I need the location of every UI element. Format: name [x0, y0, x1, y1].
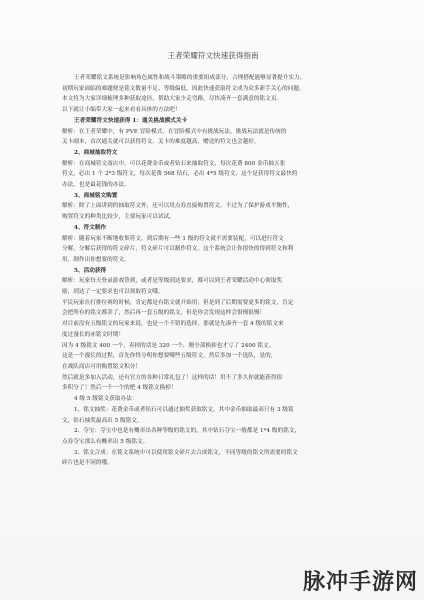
paragraph-line: 解析：随着玩家不断地收集符文，到后期有一些 1 级的符文就不需要装配，可以进行符文: [62, 235, 284, 242]
paragraph-line: 购置符文的种类比较少，主要玩家可以试试。: [62, 214, 175, 221]
paragraph-line: 解析：玩家每天登录游戏签到，或者是等级到达要求，都可以到王者荣耀活动中心领取奖: [62, 278, 283, 285]
paragraph-line: 以下就让小编带大家一起来看看具体的方法吧！: [62, 107, 181, 114]
paragraph-line: 这是一个漫长的过程，首先你得分明你想要哪些五级符文，然后多加一个选队，是的，: [62, 353, 277, 360]
paragraph-line: 在战队商店可用购置铭文积分！: [62, 363, 142, 370]
paragraph-line: 本文将为大家详细梳理多种获取途径，帮助大家少走弯路，尽快凑齐一套满意的铭文页。: [62, 96, 283, 103]
section-heading: 4、符文制作: [74, 224, 107, 231]
section-heading: 2、商城抽取符文: [74, 149, 118, 156]
paragraph-line: 度过漫长的赤铭文时期！: [62, 331, 125, 338]
paragraph-line: 解析：除了上面讲到的抽取符文外，还可以用点券直接购置符文，不过为了保护游戏平衡性，: [62, 203, 294, 210]
paragraph-line: 会把所有的铭文都卖了，然后再一套五级的铭文，但是你会发现这样会很慢很慢！: [62, 310, 266, 317]
document-body: [62, 73, 364, 469]
paragraph-line: 点券夺宝那么有概率出 5 级铭文。: [62, 438, 149, 445]
paragraph-line: 因为 4 级铭文 400 一个，卖掉的话是 320 一个，刚全部换掉也才亏了 2400 铭文。: [62, 342, 275, 349]
document-title: 王者荣耀符文快速获得指南: [167, 51, 259, 60]
paragraph-line: 4 级 5 级铭文获取办法：: [74, 396, 138, 403]
paragraph-line: 励，到达了一定要求也可以领取符文哦。: [62, 289, 164, 296]
section-heading: 王者荣耀符文快速获得 1：通关挑战模式关卡: [74, 117, 188, 124]
section-heading: 5、活动获得: [74, 267, 107, 274]
paragraph-line: 2、夺宝：夺宝中也是有概率出各种等级的铭文的，其中钻石夺宝一般都是 1*4 级的铭文，: [74, 428, 301, 435]
paragraph-line: 1、铭文抽奖：花费金币或者钻石可以通过抽奖获取铭文，其中金币抽取最高只有 3 级铭: [74, 406, 294, 413]
paragraph-line: 用，制作出你想要的符文。: [62, 256, 130, 263]
paragraph-line: 碎片也是不同的哦。: [62, 460, 113, 467]
section-heading: 3、商城铭文购置: [74, 192, 118, 199]
site-watermark: 脉冲手游网: [302, 570, 418, 595]
paragraph-line: 初期玩家面临的难题便是铭文数量不足、等级偏低，因此快速获取符文成为众多新手关心的问题。: [62, 85, 305, 92]
paragraph-line: 符文，必出 1 个 2*3 级符文，每次花费 568 钻石，必出 4*5 级符文，这个是获得符文最快的: [62, 171, 298, 178]
paragraph-line: 文，钻石抽奖最高出 5 级铭文。: [62, 417, 143, 424]
paragraph-line: 办法，也是最花钱的办法。: [62, 182, 130, 189]
paragraph-line: 平民玩家在打排位赛的时候，肯定都是有铭文就开始用，但是到了后期需要更多的铭文，肯定: [62, 299, 294, 306]
paragraph-line: 对目前没有五级铭文的玩家来说，也是一个不错的选择，那就是先凑齐一套 4 级的铭文来: [62, 321, 284, 328]
paragraph-line: 然后就是多加入活动，还有官方的各种日常礼包了！这样的话！用不了多久你就能获得很: [62, 374, 283, 381]
paragraph-line: 分解，分解后获得的符文碎片，符文碎片可以制作符文。这个系统会让你很快的得到符文和利: [62, 246, 294, 253]
paragraph-line: 多积分了！然后一个一个的把 4 级铭文换掉！: [62, 385, 177, 392]
paragraph-line: 王者荣耀铭文系统是影响角色属性和战斗策略的重要组成部分，合理搭配能够显著提升实力。: [74, 75, 306, 81]
paragraph-line: 解析：在王者荣耀中，有 PVE 冒险模式，在冒险模式中有挑战玩法，挑战玩法就是传统的: [62, 128, 287, 135]
paragraph-line: 解析：在商城符文商店中，可以花费金币或者钻石来抽取符文，每次花费 800 金币抽五张: [62, 160, 286, 167]
paragraph-line: 3、铭文合成：在铭文系统中可以使用铭文碎片去合成铭文，不同等级的铭文所需要的铭文: [74, 449, 298, 456]
paragraph-line: 关卡副本，首次通关就可以获得符文，关卡的难度越高，赠送的符文也会越好。: [62, 139, 260, 146]
